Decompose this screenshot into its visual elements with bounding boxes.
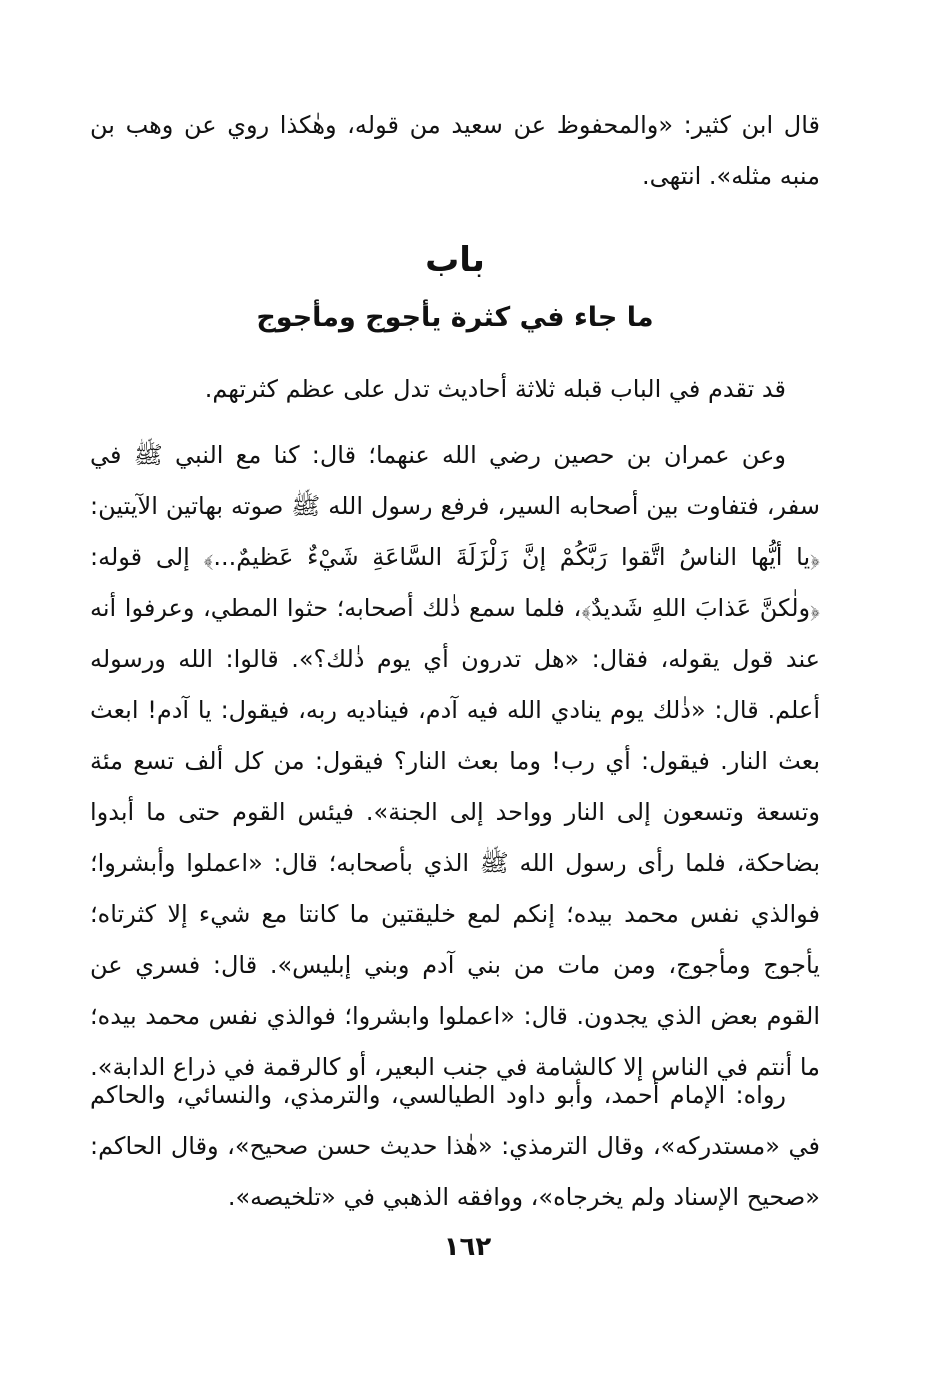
intro-quote-text: قال ابن كثير: «والمحفوظ عن سعيد من قوله، وهٰكذا روي عن وهب بن منبه مثله». انتهى. — [90, 111, 820, 190]
chapter-subtitle: ما جاء في كثرة يأجوج ومأجوج — [256, 302, 654, 333]
intro-quote-block — [90, 100, 820, 202]
paragraph-block-2 — [90, 430, 820, 1093]
chapter-title: باب — [425, 240, 485, 280]
page-number: ١٦٢ — [443, 1232, 492, 1262]
paragraph-1-text: قد تقدم في الباب قبله ثلاثة أحاديث تدل على عظم كثرتهم. — [204, 375, 786, 403]
paragraph-3-text: رواه: الإمام أحمد، وأبو داود الطيالسي، والترمذي، والنسائي، والحاكم في «مستدركه»، وقال الترمذي: «هٰذا حديث حسن صحيح»، وقال الحاكم: «صحيح الإسناد ولم يخرجاه»، ووافقه الذهبي في «تلخيصه». — [90, 1081, 820, 1211]
paragraph-block-1 — [90, 364, 820, 415]
paragraph-block-3 — [90, 1070, 820, 1223]
paragraph-2-text: وعن عمران بن حصين رضي الله عنهما؛ قال: كنا مع النبي ﷺ في سفر، فتفاوت بين أصحابه السير، فرفع رسول الله ﷺ صوته بهاتين الآيتين: ﴿يا أيُّها الناسُ اتَّقوا رَبَّكُمْ إنَّ زَلْزَلَةَ السَّاعَةِ شَيْءٌ عَظيمٌ...﴾ إلى قوله: ﴿ولٰكنَّ عَذابَ اللهِ شَديدٌ﴾، فلما سمع ذٰلك أصحابه؛ حثوا المطي، وعرفوا أنه عند قول يقوله، فقال: «هل تدرون أي يوم ذٰلك؟». قالوا: الله ورسوله أعلم. قال: «ذٰلك يوم ينادي الله فيه آدم، فيناديه ربه، فيقول: يا آدم! ابعث بعث النار. فيقول: أي رب! وما بعث النار؟ فيقول: من كل ألف تسع مئة وتسعة وتسعون إلى النار وواحد إلى الجنة». فيئس القوم حتى ما أبدوا بضاحكة، فلما رأى رسول الله ﷺ الذي بأصحابه؛ قال: «اعملوا وأبشروا؛ فوالذي نفس محمد بيده؛ إنكم لمع خليقتين ما كانتا مع شيء إلا كثرتاه؛ يأجوج ومأجوج، ومن مات من بني آدم وبني إبليس». قال: فسري عن القوم بعض الذي يجدون. قال: «اعملوا وابشروا؛ فوالذي نفس محمد بيده؛ ما أنتم في الناس إلا كالشامة في جنب البعير، أو كالرقمة في ذراع الدابة». — [90, 441, 820, 1081]
